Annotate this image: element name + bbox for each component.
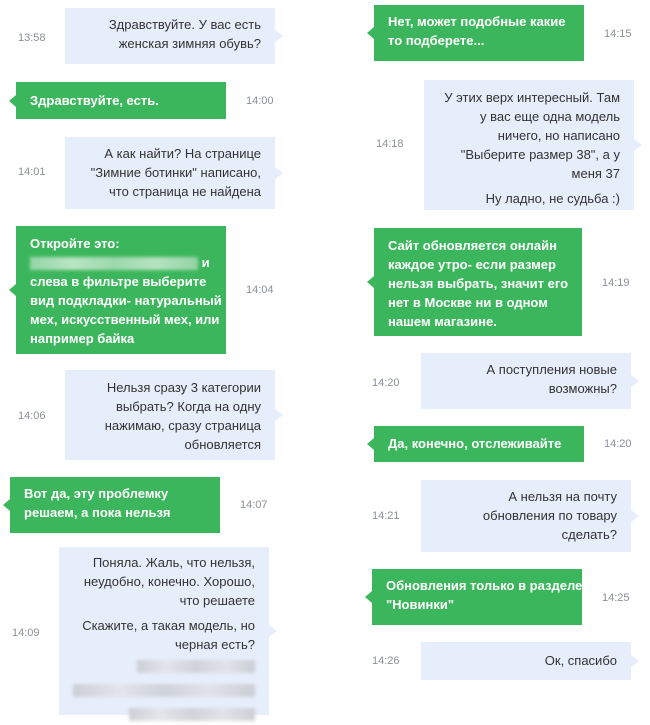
bubble-tail <box>367 276 374 288</box>
message-text: Здравствуйте, есть. <box>30 93 159 108</box>
redacted-row <box>73 656 255 675</box>
message-bubble <box>16 82 226 119</box>
bubble-tail <box>275 167 283 179</box>
message-text: обновляется <box>184 437 261 452</box>
redacted-link[interactable] <box>30 257 198 270</box>
message-text: каждое утро- если размер <box>388 257 556 272</box>
message-time: 14:26 <box>372 655 400 667</box>
message-bubble <box>421 353 631 409</box>
message-text: черная есть? <box>175 637 255 652</box>
message-text: нажимаю, сразу страница <box>104 418 261 433</box>
bubble-tail <box>269 625 277 637</box>
bubble-tail <box>631 375 639 387</box>
message-text: А как найти? На странице <box>104 146 261 161</box>
bubble-tail <box>631 655 639 667</box>
message-time: 14:06 <box>18 410 46 422</box>
message-time: 13:58 <box>18 32 46 44</box>
redacted-link[interactable] <box>137 660 255 673</box>
message-text: то подберете... <box>388 33 485 48</box>
message-text: Скажите, а такая модель, но <box>82 618 255 633</box>
message-text: меня 37 <box>571 166 620 181</box>
message-text: Сайт обновляется онлайн <box>388 238 557 253</box>
message-bubble <box>374 228 582 336</box>
message-bubble <box>10 477 220 533</box>
message-text: слева в фильтре выберите <box>30 274 207 289</box>
message-bubble <box>374 5 584 61</box>
message-time: 14:04 <box>246 284 274 296</box>
message-text: А нельзя на почту <box>508 489 617 504</box>
message-bubble <box>372 569 582 625</box>
message-time: 14:07 <box>240 499 268 511</box>
message-text: А поступления новые <box>486 362 617 377</box>
redacted-link[interactable] <box>129 708 255 721</box>
message-time: 14:01 <box>18 166 46 178</box>
message-text: "Выберите размер 38", а у <box>460 147 620 162</box>
message-text: у вас еще одна модель <box>479 109 620 124</box>
message-text: У этих верх интересный. Там <box>444 90 620 105</box>
message-time: 14:15 <box>604 28 632 40</box>
message-time: 14:21 <box>372 510 400 522</box>
bubble-tail <box>367 438 374 450</box>
message-text: вид подкладки- натуральный <box>30 293 222 308</box>
message-text: выбрать? Когда на одну <box>115 399 261 414</box>
message-text: неудобно, конечно. Хорошо, <box>83 574 255 589</box>
bubble-tail <box>9 95 16 107</box>
message-text: что страница не найдена <box>109 184 261 199</box>
message-time: 14:20 <box>604 438 632 450</box>
message-text: Ну ладно, не судьба :) <box>485 191 620 206</box>
message-bubble <box>421 480 631 552</box>
message-text: например байка <box>30 331 135 346</box>
bubble-tail <box>275 30 283 42</box>
message-text: Да, конечно, отслеживайте <box>388 436 562 451</box>
redacted-row <box>73 704 255 723</box>
bubble-tail <box>3 499 10 511</box>
bubble-tail <box>275 409 283 421</box>
message-text: мех, искусственный мех, или <box>30 312 220 327</box>
message-time: 14:20 <box>372 377 400 389</box>
message-text: Нельзя сразу 3 категории <box>106 380 261 395</box>
message-text: и <box>201 255 210 270</box>
bubble-tail <box>634 139 642 151</box>
message-time: 14:18 <box>376 138 404 150</box>
message-time: 14:09 <box>12 627 40 639</box>
message-text: ничего, но написано <box>497 128 620 143</box>
message-bubble <box>374 426 584 462</box>
message-time: 14:25 <box>602 592 630 604</box>
message-text: Здравствуйте. У вас есть <box>108 17 261 32</box>
message-bubble <box>424 80 634 210</box>
message-text: "Новинки" <box>386 597 454 612</box>
message-text: решаем, а пока нельзя <box>24 505 171 520</box>
message-text: что решаете <box>179 593 255 608</box>
message-time: 14:00 <box>246 95 274 107</box>
message-text: Ок, спасибо <box>544 653 617 668</box>
message-bubble <box>65 137 275 209</box>
message-bubble <box>59 547 269 715</box>
message-text: нельзя выбрать, значит его <box>388 276 569 291</box>
message-text: Нет, может подобные какие <box>388 14 566 29</box>
message-text: Поняла. Жаль, что нельзя, <box>92 555 255 570</box>
bubble-tail <box>367 27 374 39</box>
bubble-tail <box>365 591 372 603</box>
message-text: нет в Москве ни в одном <box>388 295 548 310</box>
message-text: нашем магазине. <box>388 314 497 329</box>
bubble-tail <box>631 510 639 522</box>
message-bubble <box>421 642 631 680</box>
message-text-link-row <box>30 253 212 272</box>
message-text: "Зимние ботинки" написано, <box>90 165 261 180</box>
message-time: 14:19 <box>602 277 630 289</box>
message-text: Вот да, эту проблемку <box>24 486 169 501</box>
message-text: женская зимняя обувь? <box>118 36 261 51</box>
redacted-row <box>73 680 255 699</box>
message-bubble <box>65 370 275 460</box>
message-text: Обновления только в разделе <box>386 578 583 593</box>
message-text: Откройте это: <box>30 236 120 251</box>
redacted-link[interactable] <box>73 684 255 697</box>
message-text: обновления по товару <box>482 508 617 523</box>
bubble-tail <box>9 284 16 296</box>
message-text: возможны? <box>548 381 617 396</box>
message-text: сделать? <box>561 527 617 542</box>
message-bubble <box>16 226 226 354</box>
message-bubble <box>65 8 275 64</box>
